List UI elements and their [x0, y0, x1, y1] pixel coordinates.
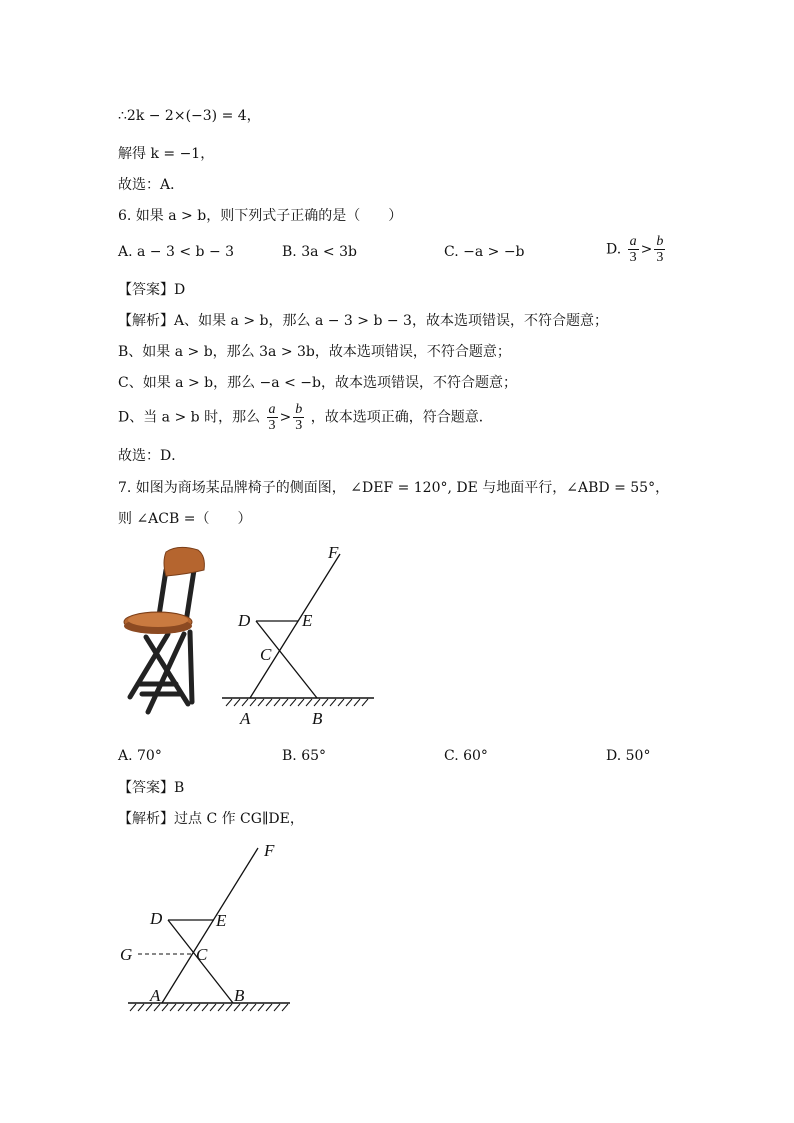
q6-option-c: C. −a > −b	[444, 244, 525, 260]
label-e: E	[216, 911, 227, 930]
label-d: D	[238, 611, 251, 630]
label-e: E	[302, 611, 313, 630]
fraction: $\frac{b}{3}$	[656, 234, 664, 265]
q7-stem-line1: 7. 如图为商场某品牌椅子的侧面图， ∠DEF = 120°, DE 与地面平行，∠ABD = 55°，	[118, 480, 670, 496]
q7-analysis-figure	[118, 840, 308, 1020]
label-c: C	[196, 945, 208, 964]
q7-option-c: C. 60°	[444, 748, 488, 764]
q7-option-b: B. 65°	[282, 748, 327, 764]
label-b: B	[312, 709, 323, 728]
chair-image	[118, 542, 213, 717]
label-c: C	[260, 645, 272, 664]
q7-option-a: A. 70°	[118, 748, 162, 764]
q7-analysis: 【解析】过点 C 作 CG∥DE，	[118, 811, 304, 827]
q7-option-d: D. 50°	[606, 748, 651, 764]
q7-answer: 【答案】B	[118, 780, 185, 796]
label-f: F	[328, 543, 339, 562]
label-f: F	[264, 841, 275, 860]
solution-line-1: ∴2k − 2×(−3) = 4，	[118, 108, 261, 124]
q6-choose: 故选：D．	[118, 448, 186, 464]
q6-option-d: D. $\frac{a}{3}$ > $\frac{b}{3}$	[606, 234, 664, 265]
solution-line-2: 解得 k = −1，	[118, 146, 215, 162]
q6-analysis-a: 【解析】A、如果 a > b，那么 a − 3 > b − 3，故本选项错误，不符合题意；	[118, 313, 608, 329]
fraction: $\frac{a}{3}$	[268, 402, 276, 433]
q7-figure	[220, 542, 380, 732]
q6-option-a: A. a − 3 < b − 3	[118, 244, 235, 260]
fraction: $\frac{a}{3}$	[629, 234, 637, 265]
label-a: A	[240, 709, 251, 728]
q6-analysis-c: C、如果 a > b，那么 −a < −b，故本选项错误，不符合题意；	[118, 375, 517, 391]
q6-analysis-d: D、当 a > b 时，那么 $\frac{a}{3}$ > $\frac{b}{3}$ ，故本选项正确，符合题意．	[118, 402, 493, 433]
q6-stem: 6. 如果 a > b，则下列式子正确的是（ ）	[118, 208, 403, 224]
label-g: G	[120, 945, 133, 964]
q7-stem-line2: 则 ∠ACB =（ ）	[118, 511, 252, 527]
q6-option-b: B. 3a < 3b	[282, 244, 357, 260]
label-b: B	[234, 986, 245, 1005]
q6-answer: 【答案】D	[118, 282, 186, 298]
fraction: $\frac{b}{3}$	[295, 402, 303, 433]
label-a: A	[150, 986, 161, 1005]
solution-choose: 故选：A．	[118, 177, 185, 193]
label-d: D	[150, 909, 163, 928]
q6-analysis-b: B、如果 a > b，那么 3a > 3b，故本选项错误，不符合题意；	[118, 344, 511, 360]
